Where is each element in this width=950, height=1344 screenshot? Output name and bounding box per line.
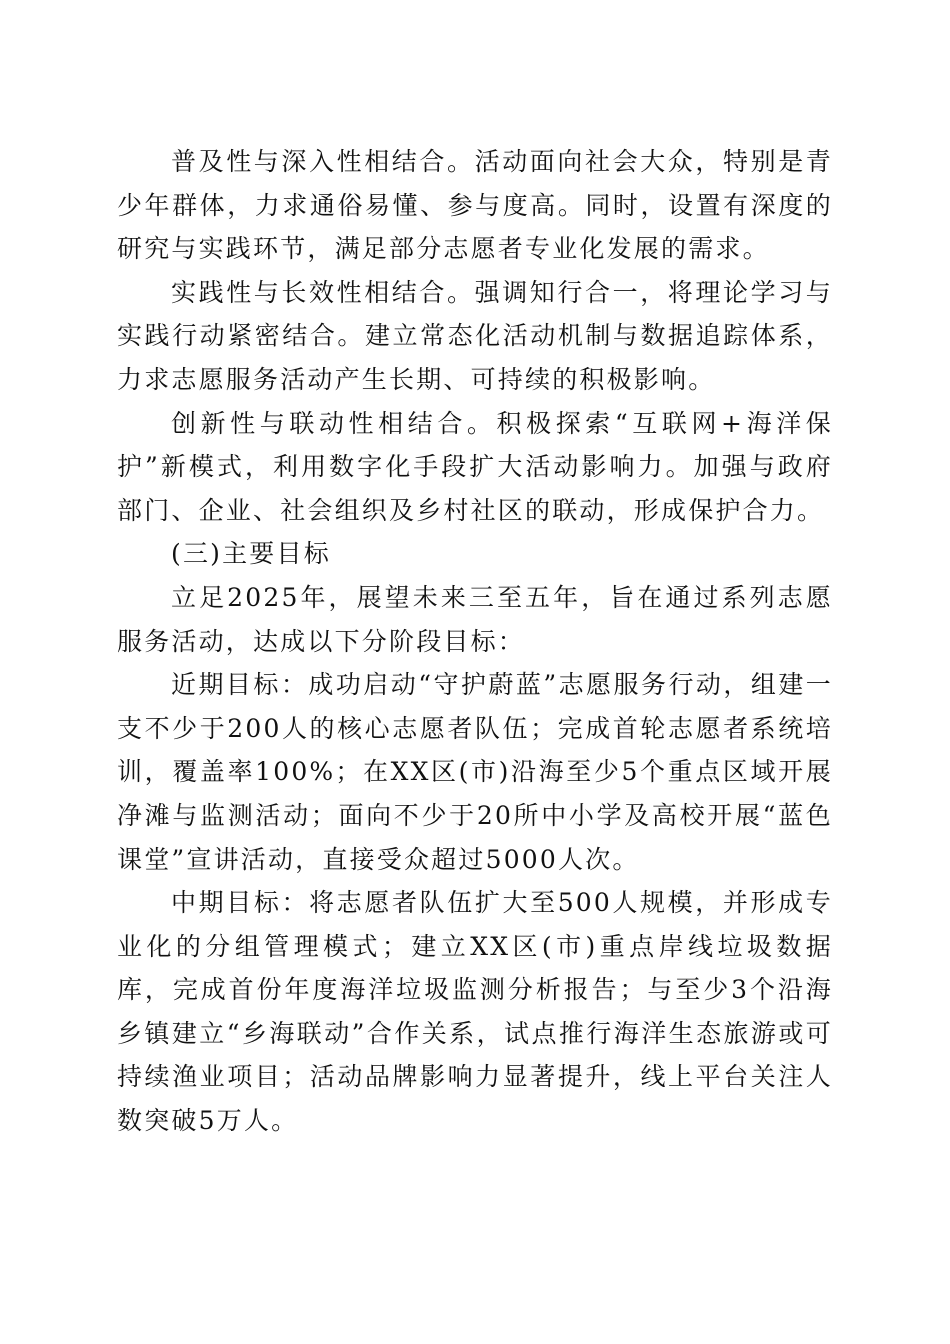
paragraph-mid-term-goals: 中期目标：将志愿者队伍扩大至500人规模，并形成专业化的分组管理模式；建立XX区(市)重点岸线垃圾数据库，完成首份年度海洋垃圾监测分析报告；与至少3个沿海乡镇建立“乡海联动”合作关系，试点推行海洋生态旅游或可持续渔业项目；活动品牌影响力显著提升，线上平台关注人数突破5万人。 <box>117 888 833 1136</box>
paragraph-goals-intro: 立足2025年，展望未来三至五年，旨在通过系列志愿服务活动，达成以下分阶段目标： <box>117 582 833 656</box>
paragraph-innovation: 创新性与联动性相结合。积极探索“互联网+海洋保护”新模式，利用数字化手段扩大活动影响力。加强与政府部门、企业、社会组织及乡村社区的联动，形成保护合力。 <box>117 408 833 525</box>
paragraph-near-term-goals: 近期目标：成功启动“守护蔚蓝”志愿服务行动，组建一支不少于200人的核心志愿者队伍；完成首轮志愿者系统培训，覆盖率100%；在XX区(市)沿海至少5个重点区域开展净滩与监测活动；面向不少于20所中小学及高校开展“蓝色课堂”宣讲活动，直接受众超过5000人次。 <box>117 670 833 874</box>
section-heading: (三)主要目标 <box>171 539 331 569</box>
document-body <box>117 140 833 1143</box>
paragraph-practice: 实践性与长效性相结合。强调知行合一，将理论学习与实践行动紧密结合。建立常态化活动机制与数据追踪体系，力求志愿服务活动产生长期、可持续的积极影响。 <box>117 277 833 394</box>
paragraph-popularization: 普及性与深入性相结合。活动面向社会大众，特别是青少年群体，力求通俗易懂、参与度高。同时，设置有深度的研究与实践环节，满足部分志愿者专业化发展的需求。 <box>117 147 833 264</box>
